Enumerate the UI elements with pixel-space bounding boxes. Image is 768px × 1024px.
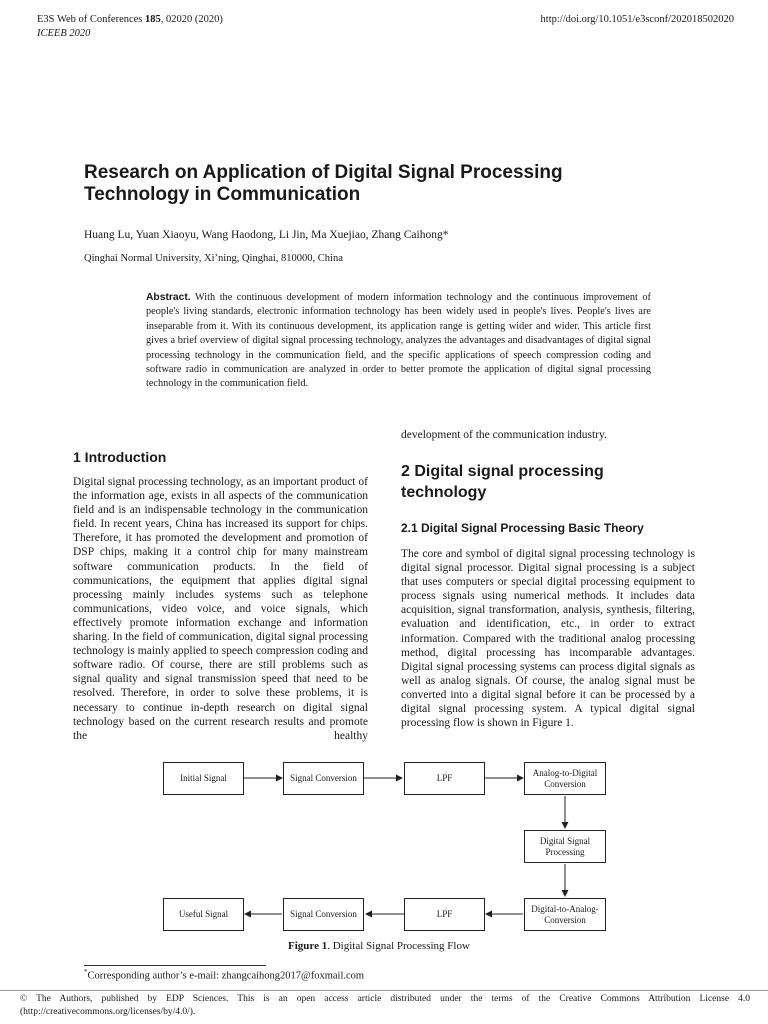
license-rule — [0, 990, 768, 991]
abstract-text: With the continuous development of modern information technology and the continuous improvement of people's living standards, electronic information technology has been widely used in people's lives. People's lives are inseparable from it. With its continuous development, its application range is getting wider and wider. This article first gives a brief overview of digital signal processing technology, analyzes the advantages and disadvantages of digital signal processing technology in the communication field, and the specific applications of speech compression coding and software radio in communication are analyzed in order to better promote the application of digital signal processing technology in the communication field. — [146, 292, 651, 390]
footnote-text: Corresponding author’s e-mail: zhangcaihong2017@foxmail.com — [87, 970, 365, 982]
doi-link[interactable]: http://doi.org/10.1051/e3sconf/202018502020 — [540, 14, 734, 25]
box-digital-signal-processing: Digital Signal Processing — [524, 830, 606, 863]
introduction-body: Digital signal processing technology, as an important product of the information age, exists in all aspects of the communication field and is an indispensable technology in the communication field. In recent years, China has increased its support for chips. Therefore, it has promoted the development and promotion of DSP chips, making it a control chip for many mainstream software communication products. In the field of communications, the equipment that applies digital signal processing mainly includes systems such as telephone communications, video voice, and voice signals, which effectively promote information exchange and information sharing. In the field of communication, digital signal processing technology is mainly applied to speech compression coding and software radio. Of course, there are still problems such as signal quality and signal transmission speed that need to be resolved. Therefore, in order to solve these problems, it is necessary to continue in-depth research on digital signal technology based on the current research results and promote the healthy — [73, 476, 368, 742]
footnote-marker: * — [84, 968, 88, 976]
box-analog-to-digital: Analog-to-Digital Conversion — [524, 762, 606, 795]
subsection-heading-basic-theory: 2.1 Digital Signal Processing Basic Theory — [401, 521, 644, 535]
box-signal-conversion-top: Signal Conversion — [283, 762, 364, 795]
footnote-rule — [84, 965, 266, 966]
section-heading-introduction: 1 Introduction — [73, 449, 167, 465]
license-notice — [20, 993, 750, 1018]
figure-caption-text: . Digital Signal Processing Flow — [327, 940, 470, 952]
figure-caption-label: Figure 1 — [288, 940, 328, 952]
journal-volume: 185 — [145, 14, 161, 25]
paper-title: Research on Application of Digital Signal Processing Technology in Communication — [84, 162, 563, 205]
license-line-2[interactable]: (http://creativecommons.org/licenses/by/4.0/). — [20, 1006, 196, 1017]
journal-citation: E3S Web of Conferences 185, 02020 (2020) — [37, 14, 223, 25]
box-initial-signal: Initial Signal — [163, 762, 244, 795]
affiliation: Qinghai Normal University, Xi’ning, Qinghai, 810000, China — [84, 253, 343, 264]
box-lpf-bottom: LPF — [404, 898, 485, 931]
footnote — [84, 968, 364, 982]
box-digital-to-analog: Digital-to-Analog-Conversion — [524, 898, 606, 931]
author-list: Huang Lu, Yuan Xiaoyu, Wang Haodong, Li Jin, Ma Xuejiao, Zhang Caihong* — [84, 229, 449, 241]
box-useful-signal: Useful Signal — [163, 898, 244, 931]
box-lpf-top: LPF — [404, 762, 485, 795]
box-signal-conversion-bottom: Signal Conversion — [283, 898, 364, 931]
section-heading-dsp: 2 Digital signal processing technology — [401, 463, 604, 501]
abstract-label: Abstract. — [146, 292, 191, 303]
introduction-continuation: development of the communication industry. — [401, 429, 607, 441]
basic-theory-body: The core and symbol of digital signal processing technology is digital signal processor. Digital signal processing is a subject that uses computers or special digital processing equipment to process signals using numerical methods. It includes data acquisition, signal transformation, analysis, synthesis, filtering, evaluation and identification, etc., in order to extract information. Compared with the traditional analog processing method, digital processing has incomparable advantages. Digital signal processing systems can process digital signals as well as analog signals. Of course, the analog signal must be converted into a digital signal before it can be processed by a digital signal processing system. A typical digital signal processing flow is shown in Figure 1. — [401, 548, 695, 730]
conference-name: ICEEB 2020 — [37, 28, 91, 39]
license-line-1: © The Authors, published by EDP Sciences. This is an open access article distributed under the terms of the Creative Commons Attribution License 4.0 — [20, 994, 750, 1004]
figure-caption — [288, 940, 470, 952]
